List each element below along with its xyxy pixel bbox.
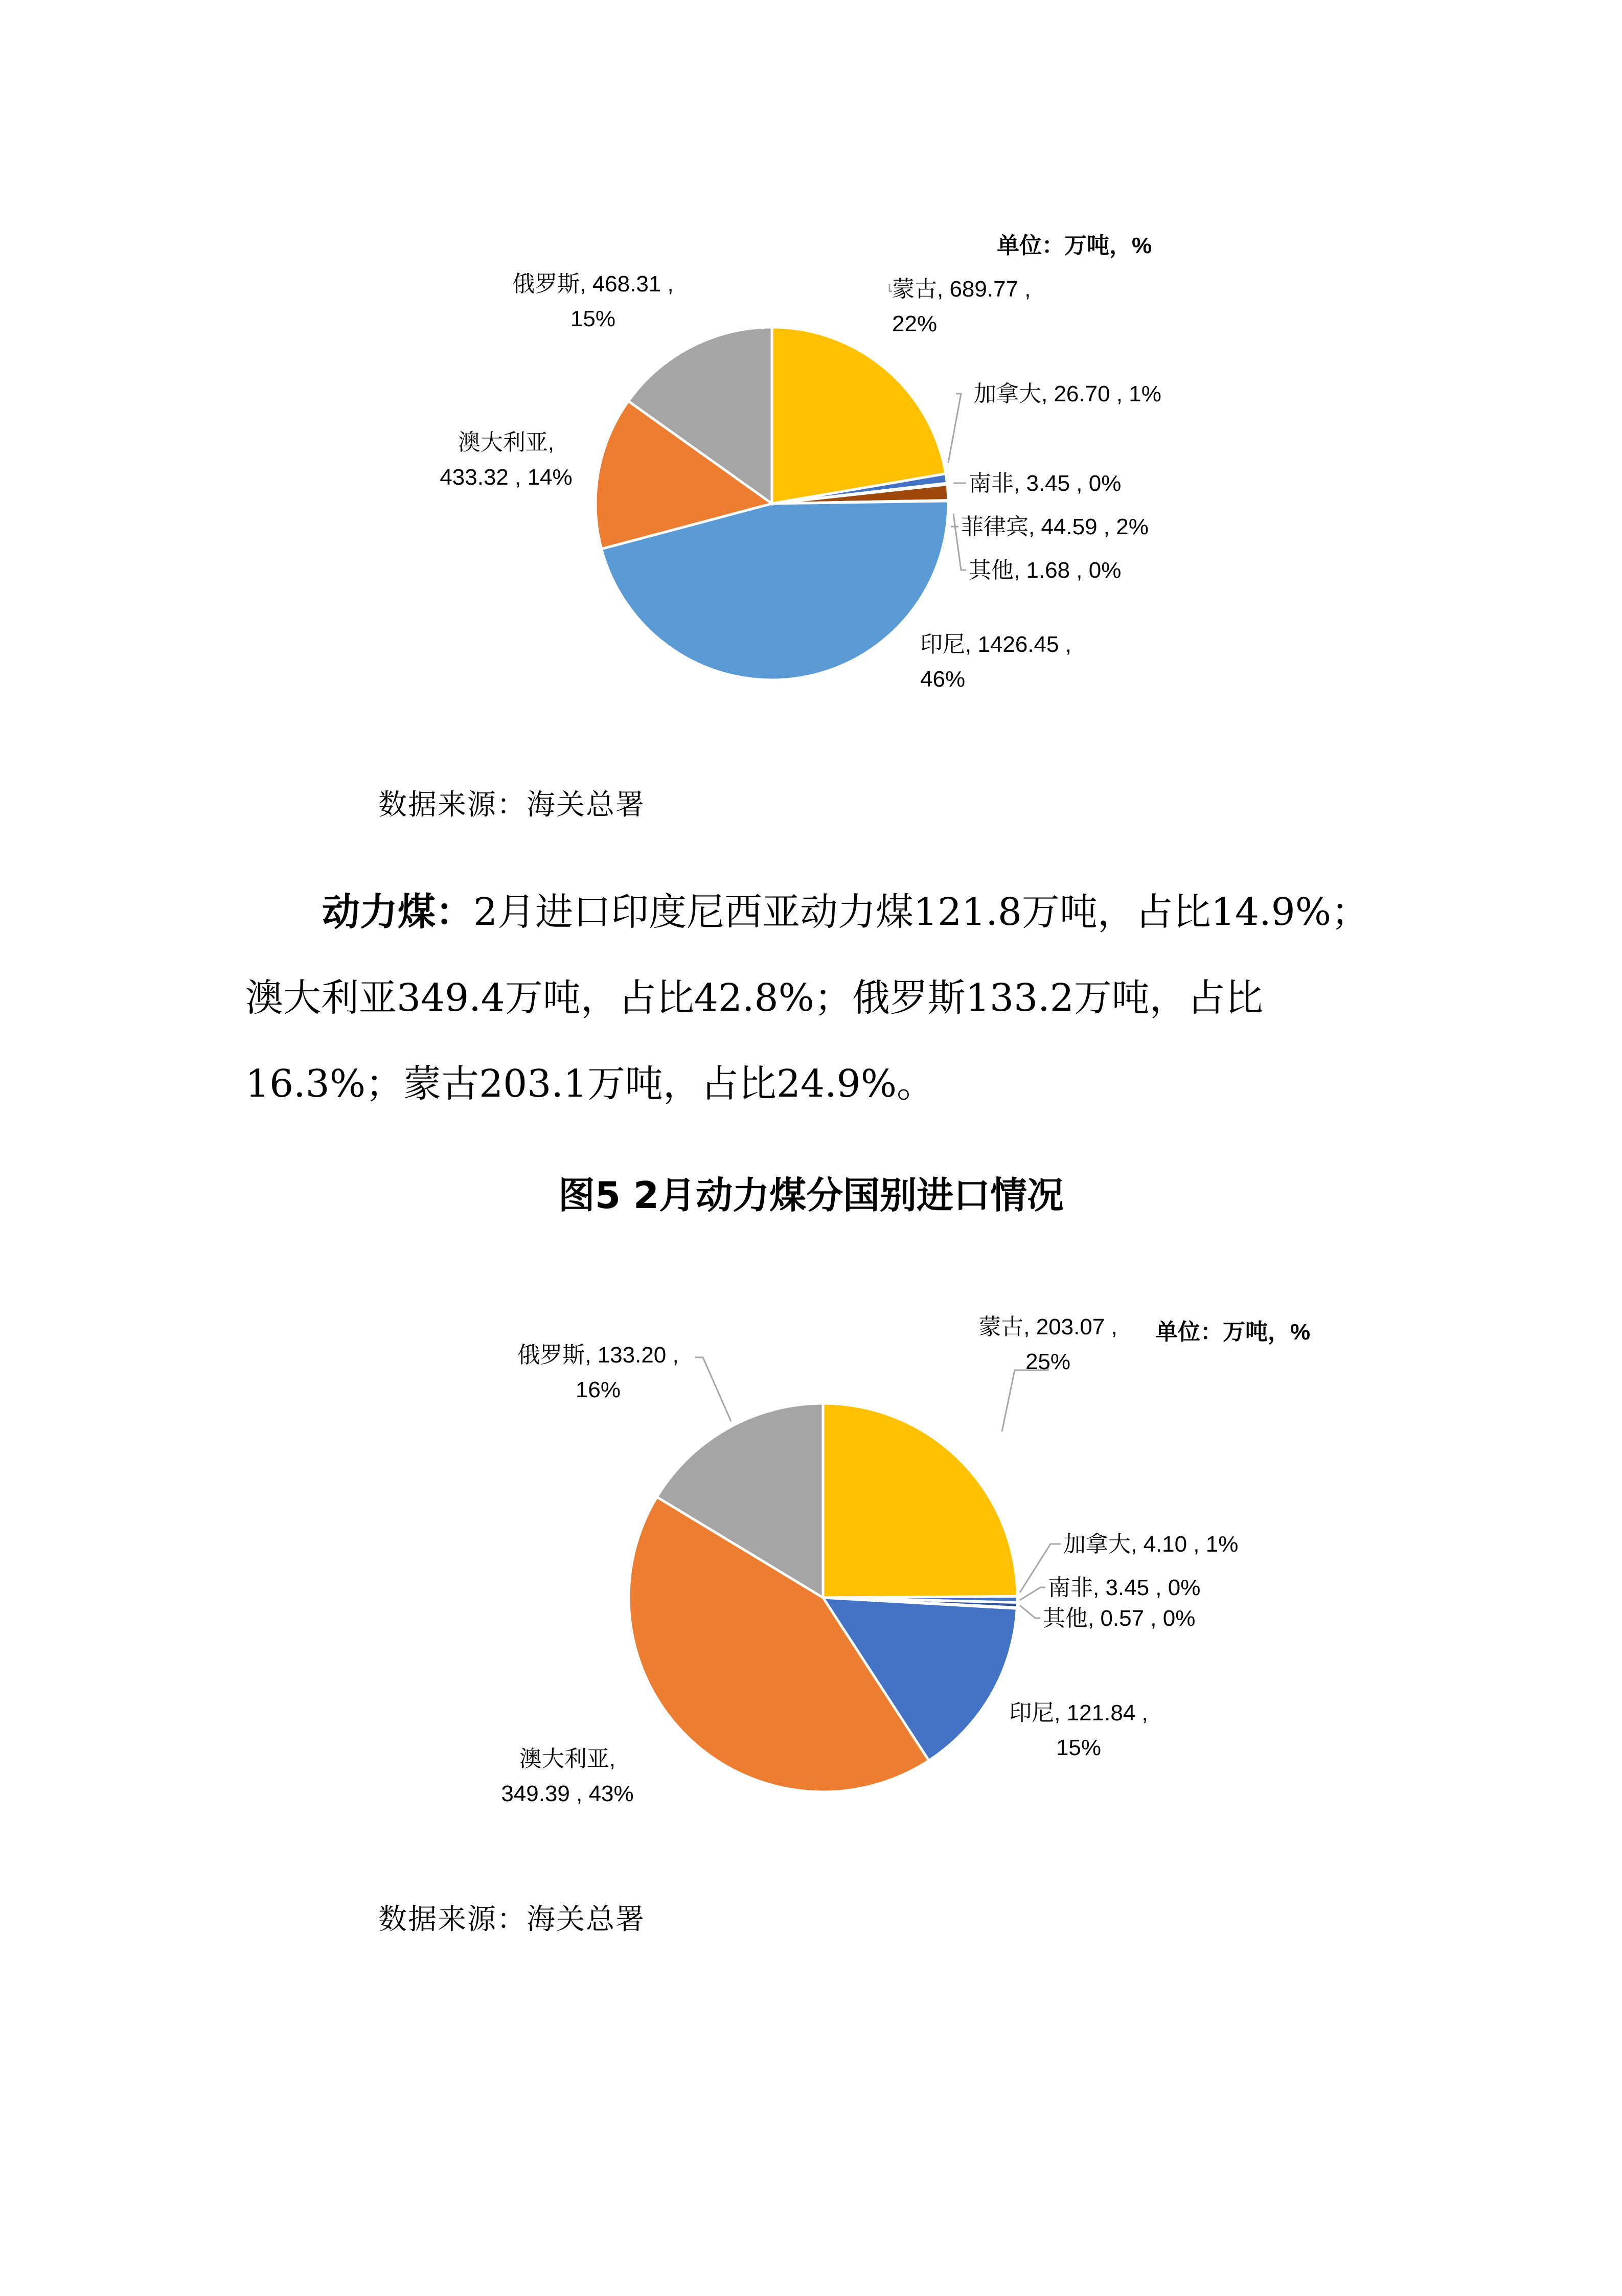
leader-line-其他 <box>1020 1605 1040 1618</box>
leader-line-俄罗斯 <box>695 1357 731 1421</box>
data-label-加拿大: 加拿大, 26.70 , 1% <box>974 381 1161 406</box>
leader-line-加拿大 <box>948 394 961 463</box>
data-label-南非: 南非, 3.45 , 0% <box>1048 1575 1201 1600</box>
pie-slice-蒙古 <box>823 1403 1017 1598</box>
paragraph-lead: 动力煤： <box>322 890 473 934</box>
data-label-澳大利亚: 澳大利亚, 349.39 , 43% <box>501 1746 634 1806</box>
data-source-1: 数据来源：海关总署 <box>378 788 645 822</box>
unit-label: 单位：万吨，% <box>997 233 1152 258</box>
pie-chart-1 <box>440 233 1161 692</box>
data-label-加拿大: 加拿大, 4.10 , 1% <box>1063 1532 1239 1557</box>
data-label-俄罗斯: 俄罗斯, 133.20 , 16% <box>517 1343 679 1402</box>
data-label-其他: 其他, 0.57 , 0% <box>1043 1606 1196 1631</box>
leader-line-蒙古 <box>1002 1368 1048 1431</box>
leader-line-南非 <box>1020 1587 1045 1600</box>
data-label-澳大利亚: 澳大利亚, 433.32 , 14% <box>440 430 573 490</box>
data-label-南非: 南非, 3.45 , 0% <box>969 471 1122 496</box>
coal-paragraph <box>245 869 1390 1127</box>
data-label-印尼: 印尼, 121.84 , 15% <box>1009 1700 1148 1760</box>
unit-label: 单位：万吨，% <box>1155 1320 1311 1345</box>
data-label-其他: 其他, 1.68 , 0% <box>969 558 1122 583</box>
data-label-蒙古: 蒙古, 689.77 , 22% <box>892 277 1031 336</box>
data-label-菲律宾: 菲律宾, 44.59 , 2% <box>961 514 1149 539</box>
data-label-蒙古: 蒙古, 203.07 , 25% <box>978 1314 1117 1374</box>
pie-chart-2 <box>501 1314 1310 1806</box>
data-label-印尼: 印尼, 1426.45 , 46% <box>920 632 1071 692</box>
figure-title: 图5 2月动力煤分国别进口情况 <box>558 1174 1064 1217</box>
data-label-俄罗斯: 俄罗斯, 468.31 , 15% <box>512 271 674 331</box>
paragraph-text: 2月进口印度尼西亚动力煤121.8万吨，占比14.9%；澳大利亚349.4万吨，占比42.8%；俄罗斯133.2万吨，占比16.3%；蒙古203.1万吨，占比24.9%。 <box>245 890 1369 1106</box>
data-source-2: 数据来源：海关总署 <box>378 1903 645 1936</box>
